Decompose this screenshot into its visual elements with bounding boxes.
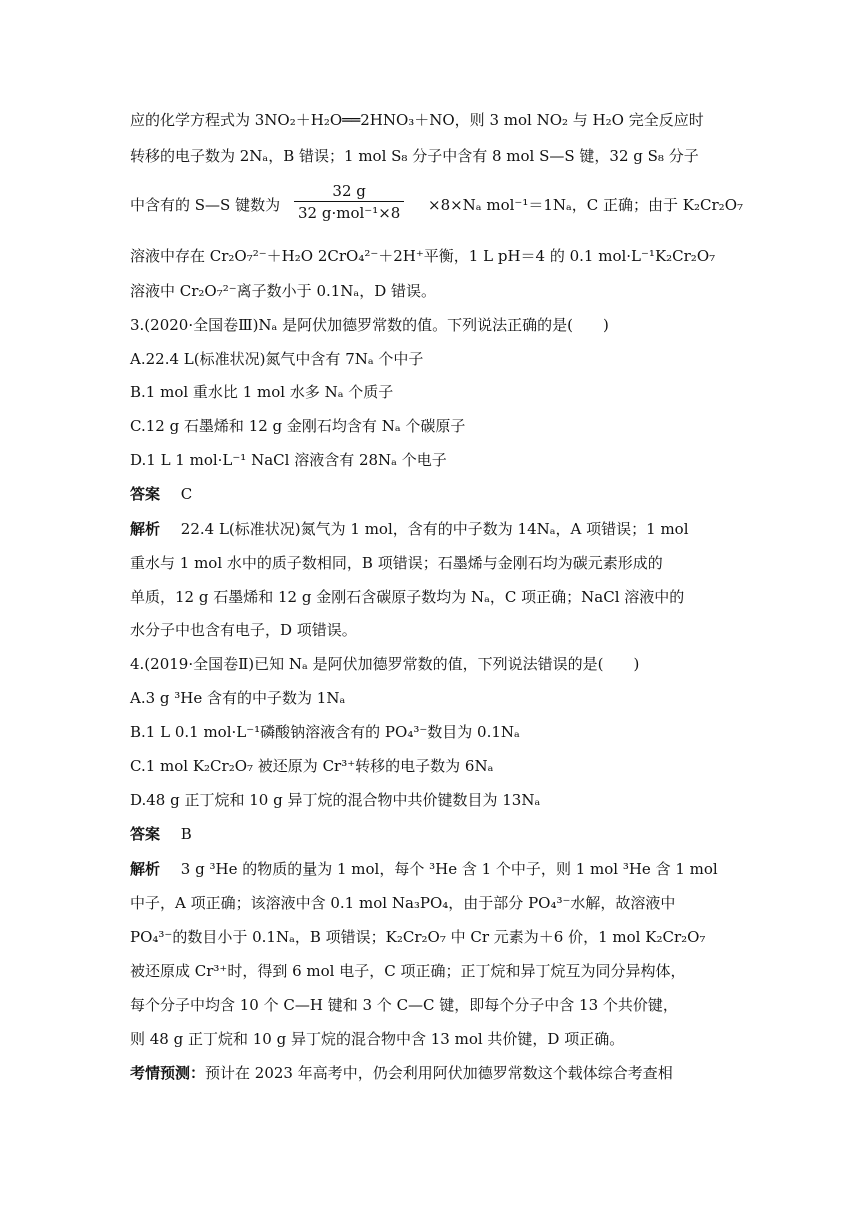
q4-explain-line: 则 48 g 正丁烷和 10 g 异丁烷的混合物中含 13 mol 共价键，D 项正确。 [130,1030,625,1048]
q4-option-c: C.1 mol K₂Cr₂O₇ 被还原为 Cr³⁺转移的电子数为 6Nₐ [130,757,494,775]
q3-option-b: B.1 mol 重水比 1 mol 水多 Nₐ 个质子 [130,383,394,401]
q3-stem: 3.(2020·全国卷Ⅲ)Nₐ 是阿伏加德罗常数的值。下列说法正确的是( ) [130,316,609,334]
fraction [294,181,404,224]
prev-explanation-line-3-post: ×8×Nₐ mol⁻¹＝1Nₐ，C 正确；由于 K₂Cr₂O₇ [428,196,744,214]
q3-answer-row [130,482,192,506]
prev-explanation-line-3-pre: 中含有的 S—S 键数为 [130,196,281,214]
q3-explain-label: 解析 [130,520,161,538]
prev-explanation-line-5: 溶液中 Cr₂O₇²⁻离子数小于 0.1Nₐ，D 错误。 [130,282,436,300]
q4-option-d: D.48 g 正丁烷和 10 g 异丁烷的混合物中共价键数目为 13Nₐ [130,791,541,809]
prev-explanation-line-2: 转移的电子数为 2Nₐ，B 错误；1 mol S₈ 分子中含有 8 mol S—S 键，32 g S₈ 分子 [130,147,699,165]
fraction-denominator: 32 g·mol⁻¹×8 [298,204,401,222]
q4-answer-label: 答案 [130,825,161,843]
q4-option-b: B.1 L 0.1 mol·L⁻¹磷酸钠溶液含有的 PO₄³⁻数目为 0.1Nₐ [130,723,520,741]
forecast-text: 预计在 2023 年高考中，仍会利用阿伏加德罗常数这个载体综合考查相 [205,1064,673,1082]
q4-explain-line: 被还原成 Cr³⁺时，得到 6 mol 电子，C 项正确；正丁烷和异丁烷互为同分异构体， [130,962,686,980]
q3-option-d: D.1 L 1 mol·L⁻¹ NaCl 溶液含有 28Nₐ 个电子 [130,451,447,469]
q4-explain-line: PO₄³⁻的数目小于 0.1Nₐ，B 项错误；K₂Cr₂O₇ 中 Cr 元素为＋6 价，1 mol K₂Cr₂O₇ [130,928,706,946]
q3-option-c: C.12 g 石墨烯和 12 g 金刚石均含有 Nₐ 个碳原子 [130,417,466,435]
q4-explain-label: 解析 [130,860,161,878]
forecast-row [130,1061,673,1085]
q4-explain-row-1 [130,857,718,881]
q4-explain-line: 中子，A 项正确；该溶液中含 0.1 mol Na₃PO₄，由于部分 PO₄³⁻水解，故溶液中 [130,894,676,912]
q3-option-a: A.22.4 L(标准状况)氮气中含有 7Nₐ 个中子 [130,350,424,368]
q3-explain-line: 水分子中也含有电子，D 项错误。 [130,621,357,639]
q3-explain-line: 单质，12 g 石墨烯和 12 g 金刚石含碳原子数均为 Nₐ，C 项正确；NaCl 溶液中的 [130,588,685,606]
q3-answer-label: 答案 [130,485,161,503]
q4-answer-value: B [180,825,192,843]
q3-explain-line: 重水与 1 mol 水中的质子数相同，B 项错误；石墨烯与金刚石均为碳元素形成的 [130,554,663,572]
fraction-numerator: 32 g [294,181,404,202]
q3-answer-value: C [180,485,193,503]
prev-explanation-line-1: 应的化学方程式为 3NO₂＋H₂O══2HNO₃＋NO，则 3 mol NO₂ 与 H₂O 完全反应时 [130,111,704,129]
q4-answer-row [130,822,192,846]
q4-stem: 4.(2019·全国卷Ⅱ)已知 Nₐ 是阿伏加德罗常数的值，下列说法错误的是( ) [130,655,640,673]
q3-explain-line: 22.4 L(标准状况)氮气为 1 mol，含有的中子数为 14Nₐ，A 项错误；1 mol [180,520,689,538]
q4-explain-line: 3 g ³He 的物质的量为 1 mol，每个 ³He 含 1 个中子，则 1 mol ³He 含 1 mol [180,860,718,878]
q4-option-a: A.3 g ³He 含有的中子数为 1Nₐ [130,689,346,707]
forecast-label: 考情预测： [130,1064,206,1082]
prev-explanation-line-4: 溶液中存在 Cr₂O₇²⁻＋H₂O 2CrO₄²⁻＋2H⁺平衡，1 L pH＝4 的 0.1 mol·L⁻¹K₂Cr₂O₇ [130,247,716,265]
q4-explain-line: 每个分子中均含 10 个 C—H 键和 3 个 C—C 键，即每个分子中含 13 个共价键， [130,996,678,1014]
q3-explain-row-1 [130,517,689,541]
